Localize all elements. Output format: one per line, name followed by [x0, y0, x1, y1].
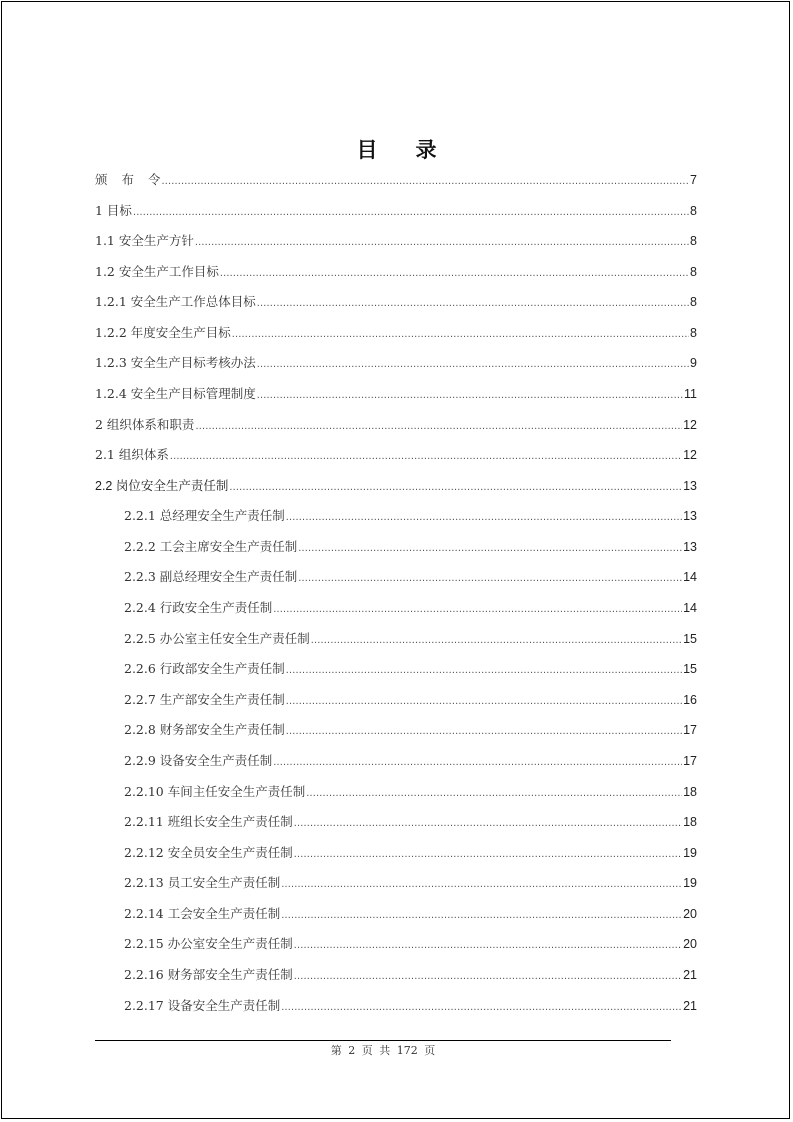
page-footer: 第 2 页 共 172 页	[330, 1044, 436, 1057]
toc-entry-label: 1.2.1 安全生产工作总体目标	[95, 294, 256, 309]
toc-entry[interactable]	[95, 171, 697, 189]
toc-leader-dots	[273, 753, 682, 771]
toc-entry[interactable]	[124, 844, 697, 862]
toc-leader-dots	[281, 998, 682, 1016]
toc-entry[interactable]	[95, 202, 697, 220]
toc-entry-page: 13	[683, 509, 697, 523]
toc-leader-dots	[281, 875, 682, 893]
toc-entry-page: 15	[683, 632, 697, 646]
toc-entry[interactable]	[124, 966, 697, 984]
toc-leader-dots	[286, 508, 682, 526]
toc-entry-label: 1.2.4 安全生产目标管理制度	[95, 386, 256, 401]
toc-entry[interactable]	[124, 630, 697, 648]
toc-entry-label: 2.1 组织体系	[95, 447, 169, 462]
toc-entry-page: 12	[683, 448, 697, 462]
toc-entry-page: 18	[683, 785, 697, 799]
toc-entry-label: 2.2.16 财务部安全生产责任制	[124, 967, 293, 982]
toc-leader-dots	[298, 539, 682, 557]
toc-entry-label: 2.2 岗位安全生产责任制	[95, 479, 229, 493]
toc-leader-dots	[273, 600, 682, 618]
toc-entry[interactable]	[124, 997, 697, 1015]
toc-entry-page: 20	[683, 907, 697, 921]
toc-entry-page: 21	[683, 968, 697, 982]
toc-entry[interactable]	[124, 507, 697, 525]
toc-leader-dots	[232, 325, 689, 343]
toc-entry-page: 16	[683, 693, 697, 707]
toc-entry-page: 13	[683, 540, 697, 554]
toc-entry-label: 2.2.15 办公室安全生产责任制	[124, 936, 293, 951]
toc-entry-page: 17	[683, 754, 697, 768]
toc-entry-page: 12	[683, 418, 697, 432]
toc-entry-page: 15	[683, 662, 697, 676]
toc-entry-page: 7	[690, 173, 697, 187]
toc-leader-dots	[281, 906, 682, 924]
toc-entry[interactable]	[95, 354, 697, 372]
toc-title	[0, 134, 793, 164]
toc-leader-dots	[294, 814, 682, 832]
toc-entry-label: 1.1 安全生产方针	[95, 233, 194, 248]
toc-entry[interactable]	[95, 232, 697, 250]
toc-entry[interactable]	[124, 599, 697, 617]
toc-title-left: 目	[356, 137, 378, 162]
toc-leader-dots	[257, 294, 689, 312]
toc-entry-page: 9	[690, 356, 697, 370]
toc-entry[interactable]	[95, 477, 697, 495]
toc-leader-dots	[229, 478, 682, 496]
toc-leader-dots	[298, 569, 682, 587]
toc-entry-label: 2.2.10 车间主任安全生产责任制	[124, 784, 306, 799]
toc-leader-dots	[294, 967, 682, 985]
toc-entry-page: 11	[684, 387, 697, 401]
toc-entry-page: 19	[683, 846, 697, 860]
toc-entry[interactable]	[124, 660, 697, 678]
toc-entry-label: 2.2.9 设备安全生产责任制	[124, 753, 273, 768]
toc-entry-label: 1 目标	[95, 203, 132, 218]
toc-entry[interactable]	[95, 324, 697, 342]
toc-entry[interactable]	[95, 385, 697, 403]
toc-entry-label: 2.2.11 班组长安全生产责任制	[124, 814, 293, 829]
toc-entry[interactable]	[124, 568, 697, 586]
toc-leader-dots	[195, 233, 689, 251]
toc-entry-label: 1.2.3 安全生产目标考核办法	[95, 355, 256, 370]
toc-entry-page: 21	[683, 999, 697, 1013]
toc-entry-label: 2.2.12 安全员安全生产责任制	[124, 845, 293, 860]
toc-entry[interactable]	[124, 721, 697, 739]
toc-leader-dots	[170, 447, 682, 465]
toc-entry-label: 2.2.8 财务部安全生产责任制	[124, 722, 285, 737]
toc-leader-dots	[294, 936, 682, 954]
toc-entry-label: 2.2.5 办公室主任安全生产责任制	[124, 631, 310, 646]
toc-entry-label: 1.2.2 年度安全生产目标	[95, 325, 231, 340]
toc-entry-label: 2.2.3 副总经理安全生产责任制	[124, 569, 298, 584]
toc-entry[interactable]	[124, 905, 697, 923]
toc-leader-dots	[257, 355, 689, 373]
toc-leader-dots	[133, 203, 689, 221]
toc-entry-page: 8	[690, 295, 697, 309]
toc-entry[interactable]	[95, 416, 697, 434]
toc-entry-label: 2.2.14 工会安全生产责任制	[124, 906, 281, 921]
toc-leader-dots	[195, 417, 682, 435]
toc-title-right: 录	[415, 137, 437, 162]
toc-entry[interactable]	[124, 752, 697, 770]
toc-entry-label: 2.2.1 总经理安全生产责任制	[124, 508, 285, 523]
toc-leader-dots	[286, 722, 682, 740]
toc-leader-dots	[220, 264, 689, 282]
toc-entry-label: 1.2 安全生产工作目标	[95, 264, 219, 279]
toc-entry[interactable]	[124, 538, 697, 556]
toc-entry-page: 18	[683, 815, 697, 829]
toc-entry[interactable]	[95, 293, 697, 311]
toc-entry-page: 8	[690, 265, 697, 279]
toc-entry[interactable]	[124, 691, 697, 709]
toc-entry-label: 2.2.7 生产部安全生产责任制	[124, 692, 285, 707]
footer-divider	[95, 1040, 671, 1041]
toc-entry-label: 2.2.2 工会主席安全生产责任制	[124, 539, 298, 554]
toc-leader-dots	[161, 172, 689, 190]
toc-leader-dots	[286, 692, 682, 710]
toc-leader-dots	[286, 661, 682, 679]
toc-entry-page: 8	[690, 326, 697, 340]
toc-entry[interactable]	[95, 263, 697, 281]
toc-entry-label: 2.2.17 设备安全生产责任制	[124, 998, 281, 1013]
toc-entry-page: 20	[683, 937, 697, 951]
toc-entry[interactable]	[124, 935, 697, 953]
toc-entry[interactable]	[124, 813, 697, 831]
toc-entry-label: 2 组织体系和职责	[95, 417, 195, 432]
toc-entry-page: 14	[683, 601, 697, 615]
toc-entry-page: 14	[683, 570, 697, 584]
toc-entry-page: 8	[690, 234, 697, 248]
toc-entry[interactable]	[124, 783, 697, 801]
toc-entry-label: 颁 布 令	[95, 172, 161, 187]
toc-entry-label: 2.2.13 员工安全生产责任制	[124, 875, 281, 890]
toc-entry-page: 17	[683, 723, 697, 737]
toc-entry-page: 13	[683, 479, 697, 493]
toc-leader-dots	[257, 386, 683, 404]
toc-entry-label: 2.2.6 行政部安全生产责任制	[124, 661, 285, 676]
toc-entry-page: 19	[683, 876, 697, 890]
toc-entry-page: 8	[690, 204, 697, 218]
toc-entry-label: 2.2.4 行政安全生产责任制	[124, 600, 273, 615]
toc-leader-dots	[306, 784, 682, 802]
toc-entry[interactable]	[124, 874, 697, 892]
toc-entry[interactable]	[95, 446, 697, 464]
toc-leader-dots	[311, 631, 682, 649]
toc-leader-dots	[294, 845, 682, 863]
